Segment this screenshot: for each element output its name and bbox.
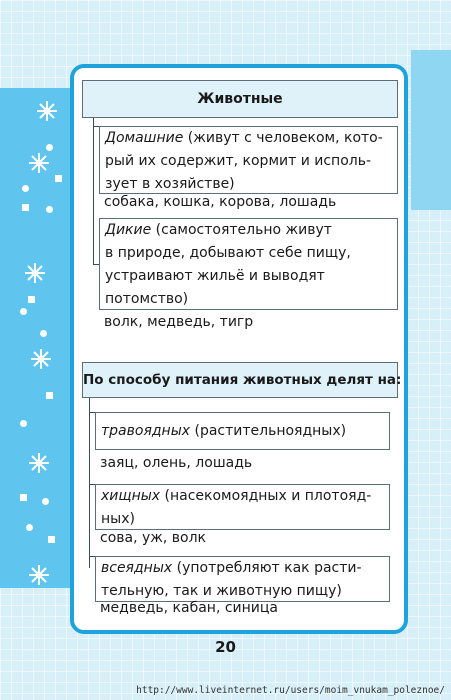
definition-box-wild: [99, 218, 398, 310]
decor-dot: [46, 206, 53, 213]
snowflake-icon: [28, 564, 50, 586]
definition-box-domestic: [99, 126, 398, 194]
decor-dot: [42, 498, 49, 505]
section-subtitle: По способу питания животных делят на:: [82, 362, 398, 398]
definition-line: в природе, добывают себе пищу,: [105, 245, 351, 261]
snowflake-icon: [36, 100, 58, 122]
decor-square: [48, 536, 55, 543]
decor-dot: [20, 308, 27, 315]
definition-line: Дикие (самостоятельно живут: [105, 222, 332, 238]
snowflake-icon: [28, 152, 50, 174]
definition-line: потомство): [105, 291, 189, 307]
snowflake-icon: [28, 452, 50, 474]
definition-line: зует в хозяйстве): [105, 176, 235, 192]
decor-dot: [26, 524, 33, 531]
decor-square: [22, 204, 29, 211]
definition-line: всеядных (употребляют как расти-: [101, 560, 362, 576]
definition-box-predators: [95, 484, 390, 530]
examples-predators: сова, уж, волк: [100, 530, 207, 546]
decorative-right-band: [411, 50, 451, 210]
definition-line: рый их содержит, кормит и исполь-: [105, 153, 372, 169]
decor-square: [20, 494, 27, 501]
definition-line: Домашние (живут с человеком, кото-: [105, 130, 383, 146]
decor-dot: [46, 144, 53, 151]
page-title: Животные: [82, 80, 398, 118]
decor-square: [28, 296, 35, 303]
definition-line: ных): [101, 511, 135, 527]
snowflake-icon: [30, 348, 52, 370]
decor-dot: [20, 420, 27, 427]
examples-herbivores: заяц, олень, лошадь: [100, 455, 253, 471]
page-number: 20: [215, 638, 236, 656]
definition-line: тельную, так и животную пищу): [101, 583, 342, 599]
definition-box-herbivores: [95, 412, 390, 450]
decor-dot: [22, 185, 29, 192]
watermark-url: http://www.liveinternet.ru/users/moim_vnukam_poleznoe/: [136, 685, 445, 696]
decor-dot: [40, 330, 47, 337]
examples-omnivores: медведь, кабан, синица: [100, 600, 279, 616]
definition-line: хищных (насекомоядных и плотояд-: [101, 488, 372, 504]
examples-wild: волк, медведь, тигр: [104, 314, 254, 330]
definition-box-omnivores: [95, 556, 390, 602]
snowflake-icon: [24, 262, 46, 284]
examples-domestic: собака, кошка, корова, лошадь: [104, 194, 337, 210]
definition-line: травоядных (растительноядных): [101, 423, 347, 439]
decor-square: [55, 175, 62, 182]
definition-line: устраивают жильё и выводят: [105, 268, 325, 284]
decor-square: [46, 392, 53, 399]
